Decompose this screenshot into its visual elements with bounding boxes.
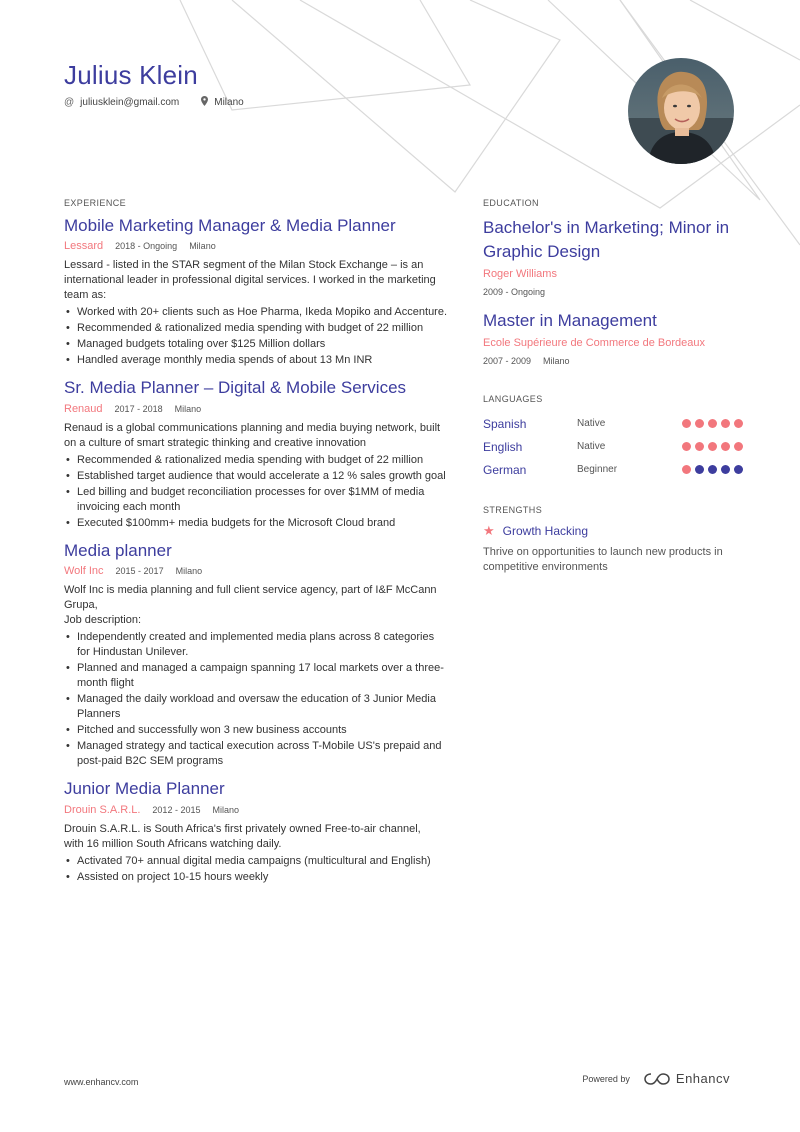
language-rating: [682, 419, 743, 428]
education-dates: 2009 - Ongoing: [483, 287, 546, 297]
strengths-heading: STRENGTHS: [483, 505, 543, 515]
education-meta: [483, 287, 743, 297]
strength-description: Thrive on opportunities to launch new products in competitive environments: [483, 546, 723, 573]
bullet-item: • Worked with 20+ clients such as Hoe Pharma, Ikeda Mopiko and Accenture.: [64, 305, 449, 320]
rating-dot-filled: [708, 419, 717, 428]
education-dates: 2007 - 2009: [483, 356, 532, 366]
contact-line: [64, 96, 244, 109]
job-description: Lessard - listed in the STAR segment of the Milan Stock Exchange – is an international leader in professional digital services. I worked in the marketing team as:: [64, 259, 436, 302]
footer-website-link[interactable]: www.enhancv.com: [64, 1077, 139, 1087]
rating-dot-empty: [734, 465, 743, 474]
language-rating: [682, 442, 743, 451]
language-name: German: [483, 462, 527, 477]
company-name: Drouin S.A.R.L.: [64, 803, 141, 816]
rating-dot-filled: [734, 442, 743, 451]
job-bullets: [64, 854, 449, 885]
bullet-item: • Managed strategy and tactical execution across T-Mobile US's prepaid and post-paid B2C SEM programs: [64, 739, 449, 769]
brand-logo[interactable]: [644, 1071, 730, 1086]
rating-dot-empty: [695, 465, 704, 474]
sidebar-column: [483, 198, 743, 575]
job-entry: [64, 779, 449, 884]
school-name: Roger Williams: [483, 268, 557, 280]
company-name: Renaud: [64, 402, 103, 415]
job-location: Milano: [174, 403, 202, 414]
education-entry: [483, 216, 743, 297]
rating-dot-filled: [682, 442, 691, 451]
bullet-item: • Managed the daily workload and oversaw the education of 3 Junior Media Planners: [64, 692, 449, 722]
job-bullets: [64, 305, 449, 368]
bullet-item: • Handled average monthly media spends of about 13 Mn INR: [64, 353, 449, 368]
bullet-item: • Recommended & rationalized media spending with budget of 22 million: [64, 321, 449, 336]
job-meta: [64, 240, 449, 252]
job-title: Media planner: [64, 540, 172, 560]
job-meta: [64, 804, 449, 816]
bullet-item: • Executed $100mm+ media budgets for the Microsoft Cloud brand: [64, 516, 449, 531]
enhancv-logo-icon: [644, 1072, 670, 1086]
rating-dot-filled: [734, 419, 743, 428]
education-heading: EDUCATION: [483, 198, 539, 208]
bullet-item: • Recommended & rationalized media spending with budget of 22 million: [64, 453, 449, 468]
location-pin-icon: [201, 96, 208, 109]
avatar: [628, 58, 734, 164]
rating-dot-filled: [721, 419, 730, 428]
education-location: Milano: [543, 356, 570, 366]
job-dates: 2015 - 2017: [115, 566, 164, 577]
job-entry: [64, 378, 449, 530]
job-description: Wolf Inc is media planning and full client service agency, part of I&F McCann Grupa, Job description:: [64, 584, 437, 627]
job-meta: [64, 565, 449, 577]
job-description: Drouin S.A.R.L. is South Africa's first privately owned Free-to-air channel, with 16 million South Africans watching daily.: [64, 822, 421, 850]
job-dates: 2012 - 2015: [152, 804, 201, 815]
brand-name: Enhancv: [675, 1071, 730, 1086]
bullet-item: • Assisted on project 10-15 hours weekly: [64, 870, 449, 885]
bullet-item: • Independently created and implemented media plans across 8 categories for Hindustan Unilever.: [64, 630, 449, 660]
experience-heading: EXPERIENCE: [64, 198, 127, 208]
education-entry: [483, 309, 743, 366]
language-level: Beginner: [577, 464, 618, 475]
company-name: Lessard: [64, 240, 104, 253]
job-entry: [64, 541, 449, 769]
job-dates: 2017 - 2018: [114, 403, 163, 414]
bullet-item: • Led billing and budget reconciliation processes for over $1MM of media invoicing each month: [64, 485, 449, 515]
language-row: [483, 435, 743, 458]
language-row: [483, 458, 743, 481]
star-icon: ★: [483, 523, 495, 538]
education-meta: [483, 356, 743, 366]
strength-title: Growth Hacking: [502, 524, 589, 538]
bullet-item: • Established target audience that would accelerate a 12 % sales growth goal: [64, 469, 449, 484]
job-location: Milano: [212, 804, 239, 815]
rating-dot-empty: [708, 465, 717, 474]
degree-title: Master in Management: [483, 311, 657, 330]
language-list: [483, 412, 743, 481]
language-name: Spanish: [483, 416, 527, 431]
rating-dot-filled: [695, 419, 704, 428]
rating-dot-filled: [682, 465, 691, 474]
job-title: Mobile Marketing Manager & Media Planner: [64, 216, 396, 235]
strength-entry: [483, 523, 743, 575]
rating-dot-filled: [721, 442, 730, 451]
language-rating: [682, 465, 743, 474]
company-name: Wolf Inc: [64, 565, 104, 578]
rating-dot-filled: [682, 419, 691, 428]
job-location: Milano: [175, 566, 203, 577]
language-row: [483, 412, 743, 435]
bullet-item: • Planned and managed a campaign spanning 17 local markets over a three-month flight: [64, 661, 449, 691]
job-description: Renaud is a global communications planning and media buying network, built on a culture of smart strategic thinking and creative innovation: [64, 421, 441, 449]
powered-by-text: Powered by: [582, 1073, 630, 1084]
job-dates: 2018 - Ongoing: [115, 241, 178, 252]
job-meta: [64, 403, 449, 415]
bullet-item: • Managed budgets totaling over $125 Million dollars: [64, 337, 449, 352]
job-location: Milano: [189, 241, 216, 252]
bullet-item: • Pitched and successfully won 3 new business accounts: [64, 723, 449, 738]
languages-heading: LANGUAGES: [483, 394, 543, 404]
experience-column: [64, 198, 449, 895]
rating-dot-filled: [708, 442, 717, 451]
job-entry: [64, 216, 449, 368]
language-level: Native: [577, 418, 606, 429]
rating-dot-empty: [721, 465, 730, 474]
language-name: English: [483, 439, 523, 454]
candidate-name: Julius Klein: [64, 60, 198, 90]
school-name: Ecole Supérieure de Commerce de Bordeaux: [483, 337, 705, 349]
footer-powered-by: [582, 1071, 730, 1086]
language-level: Native: [577, 441, 606, 452]
location-text: Milano: [214, 97, 244, 108]
job-title: Junior Media Planner: [64, 779, 225, 799]
rating-dot-filled: [695, 442, 704, 451]
job-title: Sr. Media Planner – Digital & Mobile Services: [64, 378, 407, 398]
bullet-item: • Activated 70+ annual digital media campaigns (multicultural and English): [64, 854, 449, 869]
job-bullets: [64, 453, 449, 531]
strength-title-row: [483, 523, 743, 539]
at-icon: @: [64, 97, 75, 108]
degree-title: Bachelor's in Marketing; Minor in Graphic Design: [483, 218, 730, 261]
email-text[interactable]: juliusklein@gmail.com: [80, 97, 180, 108]
job-bullets: [64, 630, 449, 769]
